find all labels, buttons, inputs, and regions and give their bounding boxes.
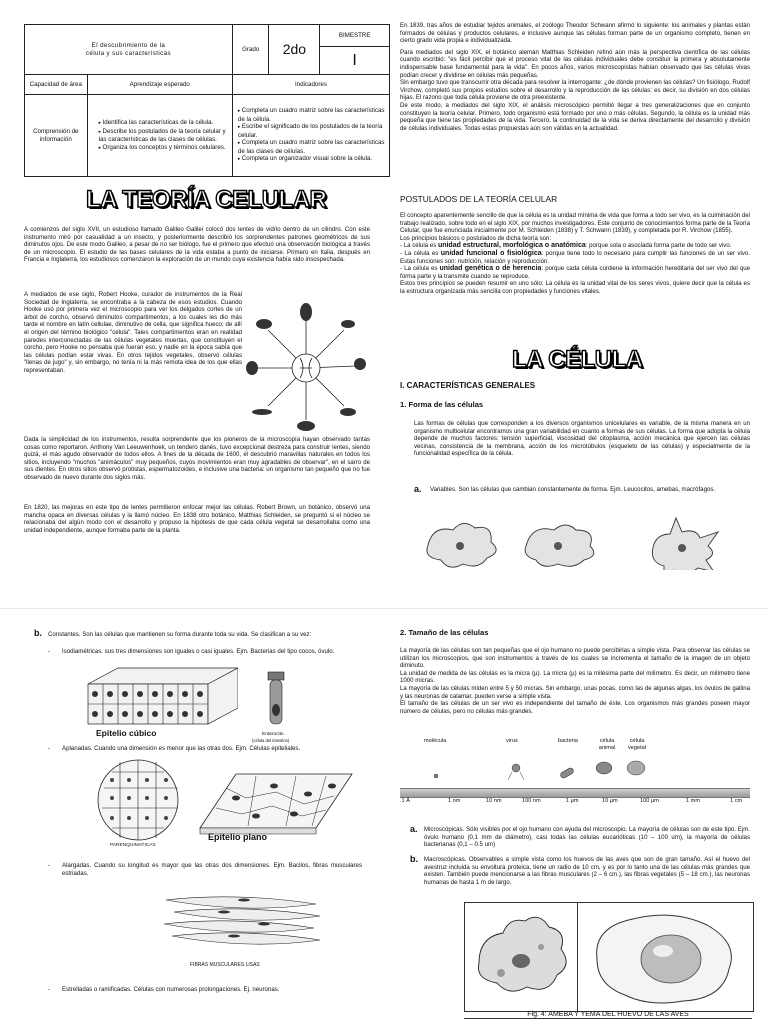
indicadores-cell <box>232 95 389 177</box>
ameba-figure <box>465 903 577 1011</box>
scale-tick: 1 cm <box>730 798 743 804</box>
forma-paragraph: Las formas de células que corresponden a los diversos organismos unicelulares es variable, de la misma manera en un organismo multicelular encontramos una gran variabilidad en cuanto a formas de sus células. La forma que adopta la célula depende de muchos factores: tensión superficial, viscosidad del citoplasma, acción mecánica que ejercen las células vecinas, consistencia de la membrana, acción de los microtúbulos (esqueleto de las células) y especialmente de la funcionalidad específica de la célula. <box>414 420 750 458</box>
epitelio-plano-figure <box>196 768 356 838</box>
tamano-section: La mayoría de las células son tan pequeñas que el ojo humano no puede percibirlas a simple vista. Para observar las células se utilizan los microscopios, que son instrumentos a través de los cuales se incrementa el tamaño de la imagen de un objeto diminuto. La unidad de medida de las células es la micra (µ). La micra (µ) es la milésima parte del milímetro. Es decir, un milímetro tiene 1000 micras. La mayoría de las células miden entre 5 y 50 micras. Sin embargo, unas pocas, como las de algunas algas, los óvulos de gallina y las neuronas de calamar, pueden verse a simple vista. El tamaño de las células de un ser vivo es independiente del tamaño de éste. Los organismos más grandes poseen mayor número de células, pero no células más grandes. <box>400 647 750 715</box>
variables-text: Variables. Son las células que cambian constantemente de forma. Ejm. Leucocitos, amebas, macrófagos. <box>430 486 716 493</box>
macroscopicas-text: Macroscópicas. Observables a simple vista como los huevos de las aves que son de gran tamaño. Así el huevo del avestruz incluida su envoltura proteica, tiene un radio de 10 cm, y es por lo tanto una de las células más grandes que existen. También puede mencionarse a las fibras musculares (2 – 6 cm.), las fibras vegetales (5 – 18 cm.), las neuronas humanas de hasta 1 m de largo. <box>424 856 750 886</box>
item-letter-a: a. <box>414 484 422 494</box>
col-area: Capacidad de área <box>25 75 88 95</box>
label-enterocito: Enterocito <box>262 732 284 737</box>
scale-tick: 10 µm <box>602 798 618 804</box>
item-letter-b-size: b. <box>410 854 418 864</box>
paragraph: En 1839, tras años de estudiar tejidos animales, el zoólogo Theodor Schwann afirmó lo siguiente: los animales y plantas están formados de células y productos celulares, e inclusive aunque las células forman parte de un organismo completo, tienen en cierto grado vida propia e individualizada. <box>400 22 750 45</box>
page-divider <box>0 608 768 609</box>
list-item: ▸ Escribe el significado de los postulados de la teoría celular. <box>238 123 386 139</box>
scale-icons <box>400 752 750 786</box>
banner-la-celula: LA CÉLULA <box>512 346 643 373</box>
aprendizaje-cell <box>87 95 232 177</box>
enterocito-figure <box>264 670 290 730</box>
col-indicadores: Indicadores <box>232 75 389 95</box>
epitelio-cubico-figure <box>78 664 238 730</box>
list-item: ▸ Completa un cuadro matriz sobre las características de las clases de células. <box>238 139 386 155</box>
scale-tick: 100 µm <box>640 798 659 804</box>
scale-label: célula vegetal <box>627 738 647 751</box>
bimestre-label: BIMESTRE <box>320 25 390 47</box>
right-column <box>400 22 750 132</box>
size-scale-figure <box>400 738 750 810</box>
paragraph: De este modo, a mediados del siglo XIX, el análisis microscópico permitió llegar a tres generalizaciones que en conjunto constituyen la teoría celular. Primero, todo organismo está formado por uno o más células. Segundo, la célula es la unidad más pequeña que tiene las propiedades de la vida. Tercero, la continuidad de la vida se deriva directamente del desarrollo y división de células individuales. Todas estas propuestas aún son válidas en la actualidad. <box>400 101 750 132</box>
label-epitelio-cubico: Epitelio cúbico <box>96 728 157 738</box>
item-letter-a-size: a. <box>410 824 418 834</box>
area-cell: Comprensión de información <box>25 95 88 177</box>
paragraph: Sin embargo tuvo que transcurrir otra década para resolver la interrogante: ¿de dónde provienen las células? Un fisiólogo, Rudolf Virchow, completó sus propios estudios sobre el desarrollo y la reproducción de las células: es decir, su división en dos células hijas. El razono que toda célula proviene de otra preexistente. <box>400 79 750 102</box>
fibras-musculares-figure <box>164 892 324 954</box>
amoeba-figures <box>418 510 750 570</box>
label-epitelio-plano: Epitelio plano <box>208 832 268 842</box>
banner-teoria-celular: LA TEORÍA CELULAR <box>86 186 327 213</box>
estrelladas-text: Estrelladas o ramificadas. Células con numerosas prolongaciones. Ej. neuronas. <box>62 986 280 993</box>
label-fibras: FIBRAS MUSCULARES LISAS <box>190 962 260 968</box>
scale-tick: 1 µm <box>566 798 579 804</box>
alargadas-text: Alargadas. Cuando su longitud es mayor que las otras dos dimensiones. Ejm. Bacilos, fibras musculares estriadas. <box>62 862 362 877</box>
list-item: ▸ Organiza los conceptos y términos celulares. <box>99 144 229 153</box>
constantes-text: Constantes. Son las células que mantienen su forma durante toda su vida. Se clasifican a su vez: <box>48 631 312 638</box>
scale-label: virus <box>506 738 518 744</box>
header-table <box>24 24 390 177</box>
grado-value: 2do <box>269 25 320 75</box>
list-item: ▸ Describe los postulados de la teoría celular y las características de las clases de células. <box>99 128 229 144</box>
scale-tick: 1 mm <box>686 798 700 804</box>
paragraph-leeuwenhoek: Dada la simplicidad de los instrumentos, resulta sorprendente que los pioneros de la microscopía hayan observado tantas cosas como reportaron. Anthony Van Leeuwenhoek, un tendero danés, tuvo excepcional destreza para construir lentes, siendo quizá, el más agudo observador de todos ellos. A fines de la década de 1600, él descubrió maravillas naturales en todos los sitios, incluyendo "muchos "animáculos" muy pequeños, cuyos movimientos eran muy agradables de observar", en el sarro de sus dientes. En otros sitios observó protistas, espermatozoides, e inclusive una bacteria: un organismo tan pequeño que no fue observado de nuevo durante dos siglos más. <box>24 436 370 481</box>
list-item: ▸ Completa un cuadro matriz sobre las características de la célula. <box>238 107 386 123</box>
egg-yolk-figure <box>579 903 751 1011</box>
item-letter-b: b. <box>34 628 42 638</box>
section-caracteristicas: I. CARACTERÍSTICAS GENERALES <box>400 381 536 390</box>
grado-label: Grado <box>232 25 269 75</box>
paragraph-hooke-intro: A mediados de ese siglo, Robert Hooke, curador de instrumentos de la Real Sociedad de Inglaterra, se encontraba a la cabeza de esos estudios. Cuando Hooke usó por primera vez el microscopio para ver los delgados cortes de un árbol de corcho, observó diminutos compartimentos, a los cuales les dio más tarde el nombre en latín cellulae, diminutivo de cella, que significa hueco; de allí el origen del término biológico "célula". Tales compartimentos eran en realidad paredes interconectadas de las células vegetales muertas, que constituyen el corcho, pero Hooke no pensaba que fueran eso, y nadie en la época sabía que las células podían estar vivas. En otros tejidos vegetales, observó células "llenas de jugo" y, sin embargo, no tenía ni la más remota idea de los que ellas representaban. <box>24 291 242 374</box>
scale-tick: .1 Å <box>400 798 410 804</box>
scale-label: célula animal <box>598 738 616 751</box>
figure-4 <box>464 902 754 1012</box>
isodiametricas-text: Isodiamétricas. sus tres dimensiones son iguales o casi iguales. Ejm. Bacterias del tipo cocos, óvulo. <box>62 648 335 655</box>
scale-bar <box>400 788 750 798</box>
label-enterocito-sub: (célula del intestino) <box>252 738 290 743</box>
parenquimaticas-figure <box>96 758 180 842</box>
scale-tick: 100 nm <box>522 798 541 804</box>
subsection-tamano: 2. Tamaño de las células <box>400 628 489 637</box>
subsection-forma: 1. Forma de las células <box>400 400 484 409</box>
list-item: ▸ Identifica las características de la célula. <box>99 119 229 128</box>
scale-label: bacteria <box>558 738 578 744</box>
page-title: El descubrimiento de la célula y sus características <box>25 25 233 75</box>
scale-tick: 10 nm <box>486 798 502 804</box>
col-aprendizaje: Aprendizaje esperado <box>87 75 232 95</box>
postulados-title: POSTULADOS DE LA TEORÍA CELULAR <box>400 194 558 204</box>
paragraph-brown: En 1820, las mejoras en este tipo de lentes permitieron enfocar mejor las células. Robert Brown, un botánico, observó una mancha opaca en diversas células y la llamó núcleo. En 1838 otro botánico, Matthias Schleiden, se preguntó si el núcleo se relacionaba del algún modo con el desarrollo y propuso la hipótesis de que cada célula vegetal se desarrollaba como una unidad independiente, aunque formaba parte de la planta. <box>24 504 370 534</box>
label-parenquimaticas: PARENQUIMATICAS <box>110 843 156 848</box>
microscopicas-text: Microscópicas. Sólo visibles por el ojo humano con ayuda del microscopio. La mayoría de células son de este tipo. Ejm. óvulo humano (0,1 mm de diámetro), casi todas las células eucarióticas (10 – 100 um), la mayoría de células bacterianas (0,1 – 0.5 um) <box>424 826 750 849</box>
organisms-diagram <box>244 300 368 435</box>
left-column <box>24 226 370 264</box>
postulados-section: El concepto aparentemente sencillo de que la célula es la unidad mínima de vida que forma a todo ser vivo, es la culminación del trabajo realizado, sobre todo en el siglo XIX, por muchos investigadores. Este conjunto de conocimientos forma parte de la Teoría Celular, que fue enunciada inicialmente por M. Schleiden (1838) y T. Schwann (1839), y completada por R. Virchow (1855). Los principios básicos o postulados de dicha teoría son: - La célula es unidad estructural, morfológica o anatómica: porque sola o asociada forma parte de todo ser vivo. - La célula es unidad funcional o fisiológica: porque tiene todo lo necesario para cumplir las funciones de un ser vivo. Estas funciones son: nutrición, relación y reproducción. - La célula es unidad genética o de herencia: porque cada célula contiene la información hereditaria del ser vivo del que forma parte y la transmite cuando se reproduce. Estos tres principios se pueden resumir en uno sólo: La célula es la unidad vital de los seres vivos, quiere decir que la célula es la estructura organizada más sencilla con propiedades y funciones vitales. <box>400 212 751 295</box>
bimestre-value: I <box>320 47 390 75</box>
list-item: ▸ Completa un organizador visual sobre la célula. <box>238 155 386 164</box>
figure-4-caption: Fig. 4: AMEBA Y YEMA DEL HUEVO DE LAS AVES <box>464 1011 752 1019</box>
scale-tick: 1 nm <box>448 798 461 804</box>
paragraph: A comienzos del siglo XVII, un estudioso llamado Galileo Galilei colocó dos lentes de vidrio dentro de un cilindro. Con este instrumento miró por casualidad a un insecto, y posteriormente describió los sorprendentes patrones geométricos de sus diminutos ojos. De este modo Galileo, a pesar de no ser biólogo, fue el primero que efectuó una observación biológica a través de un microscopio. El estudio de las bases celulares de la vida estaba a punto de iniciarse. Primero en Italia, después en Francia e Inglaterra, los estudiosos comenzaron la exploración de un mundo cuya existencia había sido insospechada. <box>24 226 370 264</box>
paragraph: Para mediados del siglo XIX, el botánico alemán Matthias Schleiden refinó aún más la perspectiva científica de las células cuando escribió: "es fácil percibir que el proceso vital de las células individuales debe constituir la primera y absolutamente indispensable base fundamental para la vida". En pocos años, varios microscopistas habían observado que las células vivas podían crecer y dividirse en células más pequeñas. <box>400 48 750 79</box>
indicadores-list <box>236 107 386 164</box>
aplanadas-text: Aplanadas. Cuando una dimensión es menor que las otras dos. Ejm. Células epiteliales. <box>62 745 301 752</box>
aprendizaje-list <box>91 119 229 152</box>
scale-label: molécula <box>424 738 447 744</box>
